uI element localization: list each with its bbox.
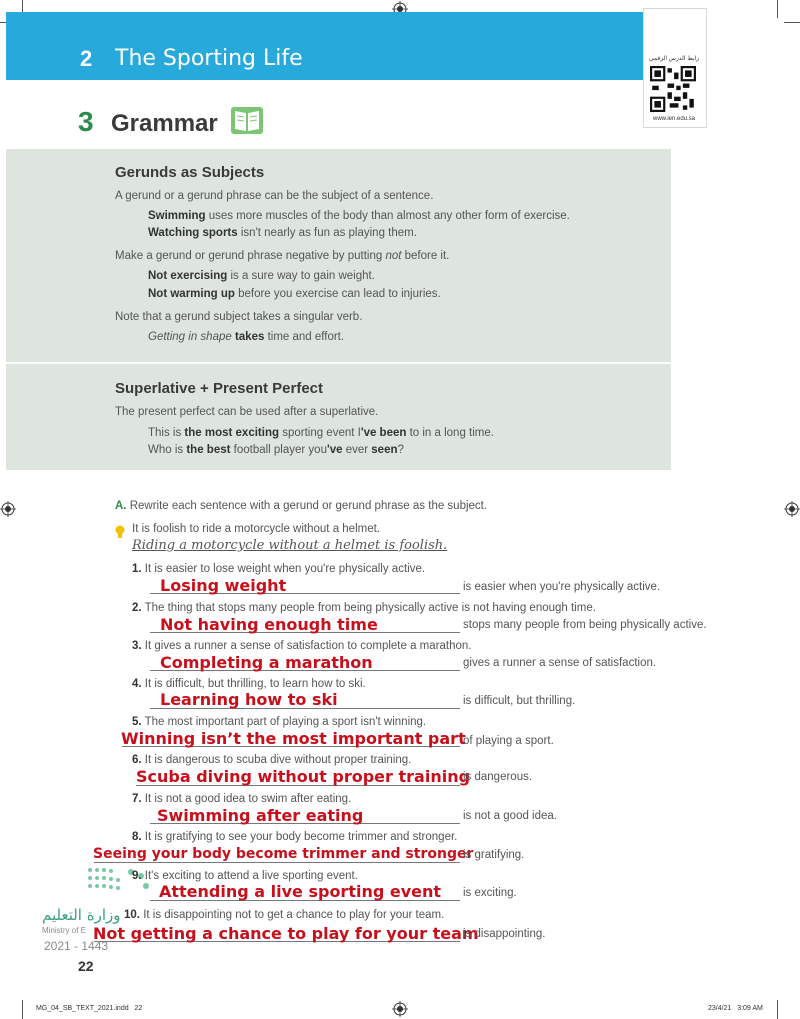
sentence-ending: is gratifying. xyxy=(463,849,525,861)
crop-mark xyxy=(777,0,778,18)
model-prompt: It is foolish to ride a motorcycle without a helmet. xyxy=(132,523,380,535)
model-answer: Riding a motorcycle without a helmet is foolish. xyxy=(132,538,448,553)
sentence-ending: is not a good idea. xyxy=(463,810,557,822)
unit-number: 2 xyxy=(80,46,93,71)
sentence-ending: is difficult, but thrilling. xyxy=(463,695,576,707)
negative-rule: Make a gerund or gerund phrase negative by putting not before it. xyxy=(115,250,450,262)
exercise-prompt: 7. It is not a good idea to swim after eating. xyxy=(132,793,352,805)
sentence-ending: is exciting. xyxy=(463,887,517,899)
answer-line[interactable] xyxy=(94,862,460,863)
gerunds-example-3: Not exercising is a sure way to gain weight. xyxy=(148,270,375,282)
written-answer: Swimming after eating xyxy=(157,806,364,825)
registration-mark-icon xyxy=(392,1001,408,1017)
written-answer: Seeing your body become trimmer and stronger xyxy=(93,846,474,862)
qr-code-icon[interactable] xyxy=(650,66,696,112)
written-answer: Not getting a chance to play for your team xyxy=(93,924,479,943)
superlative-heading: Superlative + Present Perfect xyxy=(115,380,324,397)
gerunds-heading: Gerunds as Subjects xyxy=(115,164,265,181)
sentence-ending: is easier when you're physically active. xyxy=(463,581,661,593)
written-answer: Learning how to ski xyxy=(160,690,338,709)
crop-mark xyxy=(22,1000,23,1019)
superlative-intro: The present perfect can be used after a superlative. xyxy=(115,406,379,418)
exercise-prompt: 3. It gives a runner a sense of satisfaction to complete a marathon. xyxy=(132,640,472,652)
exercise-prompt: 10. It is disappointing not to get a chance to play for your team. xyxy=(124,909,445,921)
unit-title: The Sporting Life xyxy=(115,46,303,71)
crop-mark xyxy=(777,1000,778,1019)
ministry-name-arabic: وزارة التعليم xyxy=(42,906,121,924)
written-answer: Attending a live sporting event xyxy=(159,882,442,901)
written-answer: Winning isn’t the most important part xyxy=(121,729,466,748)
written-answer: Losing weight xyxy=(160,576,287,595)
open-book-icon xyxy=(230,104,264,136)
qr-caption: رابط الدرس الرقمي xyxy=(648,56,700,62)
ministry-name-english: Ministry of E xyxy=(42,926,87,935)
page-number: 22 xyxy=(78,958,94,974)
exercise-prompt: 2. The thing that stops many people from being physically active is not having enough time. xyxy=(132,602,596,614)
edition-year: 2021 - 1443 xyxy=(44,939,109,953)
file-name: MG_04_SB_TEXT_2021.indd 22 xyxy=(36,1005,143,1012)
registration-mark-icon xyxy=(784,501,800,517)
gerunds-example-4: Not warming up before you exercise can lead to injuries. xyxy=(148,288,441,300)
qr-url: www.ien.edu.sa xyxy=(652,116,696,122)
written-answer: Not having enough time xyxy=(160,615,378,634)
gerunds-example-1: Swimming uses more muscles of the body than almost any other form of exercise. xyxy=(148,210,570,222)
exercise-instruction: A. Rewrite each sentence with a gerund or gerund phrase as the subject. xyxy=(115,500,488,512)
exercise-prompt: 6. It is dangerous to scuba dive without proper training. xyxy=(132,754,412,766)
gerunds-example-2: Watching sports isn't nearly as fun as playing them. xyxy=(148,227,417,239)
singular-verb-note: Note that a gerund subject takes a singular verb. xyxy=(115,311,363,323)
exercise-prompt: 5. The most important part of playing a sport isn't winning. xyxy=(132,716,427,728)
crop-mark xyxy=(784,22,800,23)
sentence-ending: gives a runner a sense of satisfaction. xyxy=(463,657,657,669)
print-timestamp: 23/4/21 3:09 AM xyxy=(708,1005,763,1012)
sentence-ending: stops many people from being physically active. xyxy=(463,619,707,631)
registration-mark-icon xyxy=(0,501,16,517)
sentence-ending: is dangerous. xyxy=(463,771,533,783)
superlative-example-1: This is the most exciting sporting event I've been to in a long time. xyxy=(148,427,494,439)
section-title: Grammar xyxy=(111,110,218,137)
exercise-prompt: 9. It's exciting to attend a live sporting event. xyxy=(132,870,358,882)
section-number: 3 xyxy=(78,106,94,137)
unit-header-band xyxy=(6,12,705,80)
gerunds-intro: A gerund or a gerund phrase can be the subject of a sentence. xyxy=(115,190,434,202)
exercise-prompt: 8. It is gratifying to see your body become trimmer and stronger. xyxy=(132,831,458,843)
exercise-prompt: 4. It is difficult, but thrilling, to learn how to ski. xyxy=(132,678,366,690)
written-answer: Completing a marathon xyxy=(160,653,373,672)
lightbulb-icon xyxy=(115,525,125,539)
gerunds-example-5: Getting in shape takes time and effort. xyxy=(148,331,345,343)
sentence-ending: of playing a sport. xyxy=(463,735,554,747)
grammar-box-divider xyxy=(6,362,671,364)
exercise-prompt: 1. It is easier to lose weight when you're physically active. xyxy=(132,563,426,575)
superlative-example-2: Who is the best football player you've ever seen? xyxy=(148,444,404,456)
sentence-ending: is disappointing. xyxy=(463,928,546,940)
written-answer: Scuba diving without proper training xyxy=(136,767,471,786)
